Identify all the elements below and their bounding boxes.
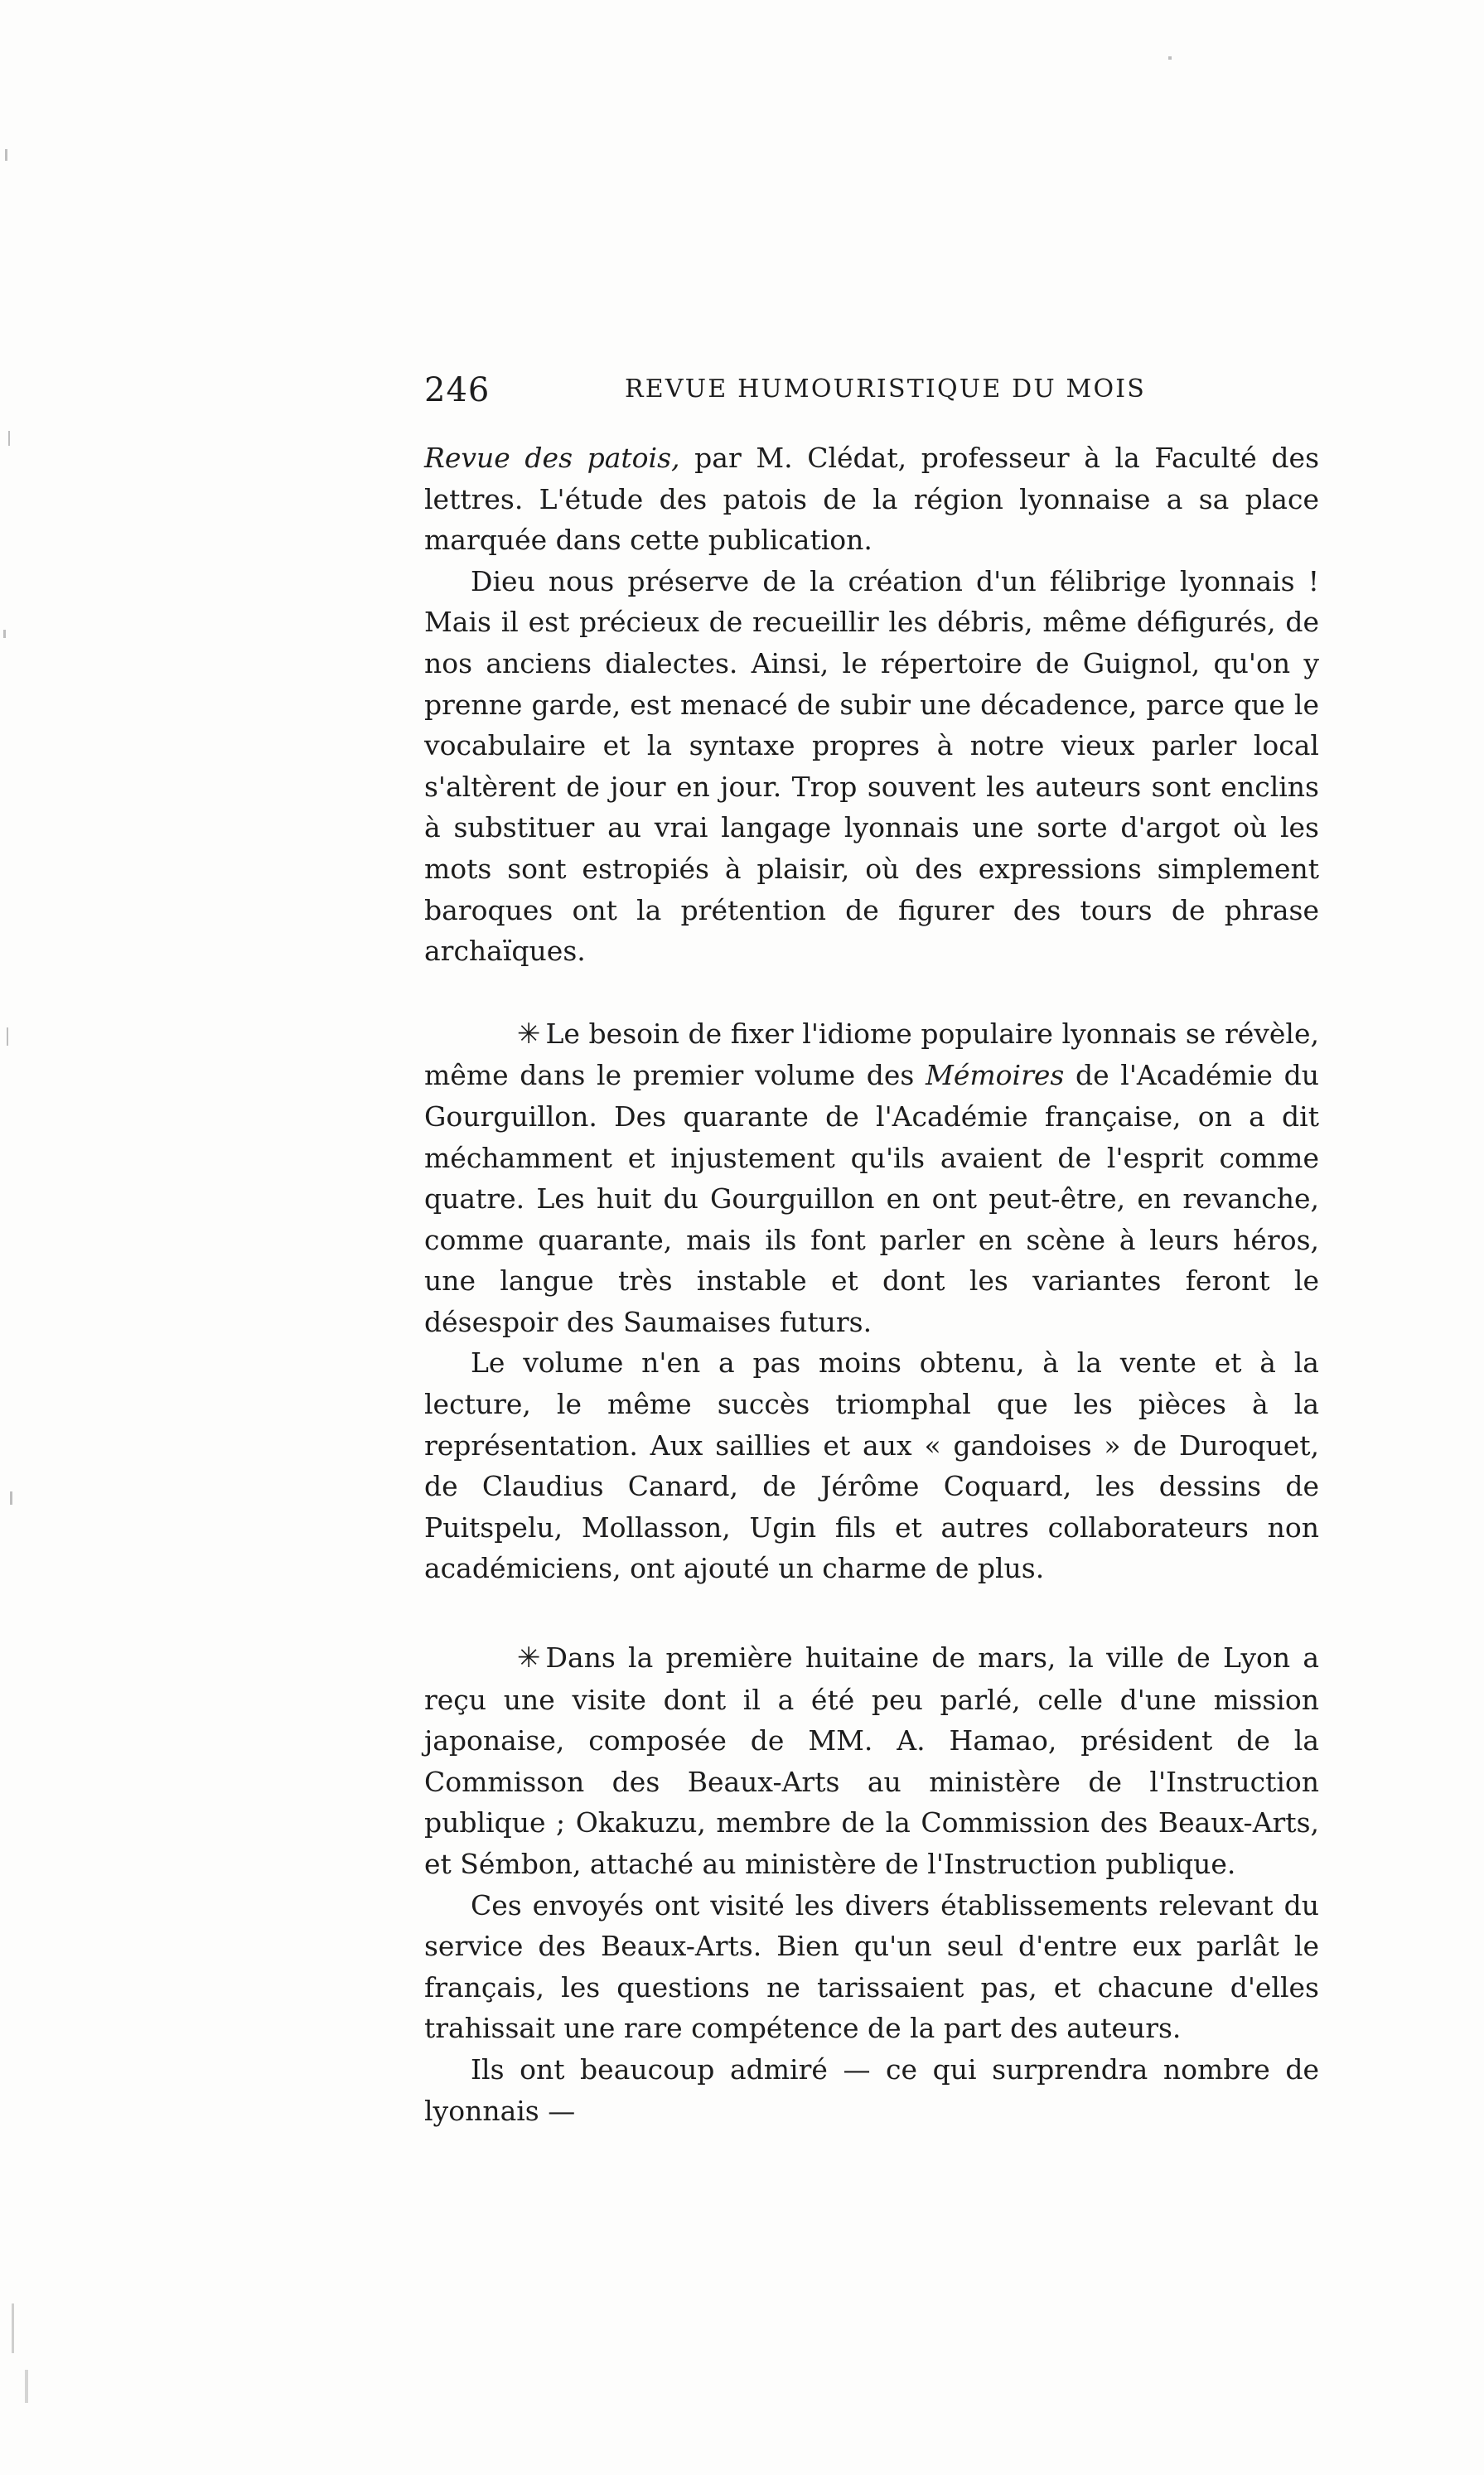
asterisk-ornament-icon: ✳: [517, 1641, 541, 1675]
scan-speck: [12, 2303, 14, 2353]
paragraph: [424, 1013, 1319, 1343]
paragraph: Le volume n'en a pas moins obtenu, à la vente et à la lecture, le même succès triomphal que les pièces à la représentation. Aux saillies et aux « gandoises » de Duroquet, de Claudius Canard, de Jérôme Coquard, les dessins de Puitspelu, Mollasson, Ugin fils et autres collaborateurs non académiciens, ont ajouté un charme de plus.: [424, 1346, 1319, 1585]
paragraph: Ils ont beaucoup admiré — ce qui surprendra nombre de lyonnais —: [424, 2052, 1319, 2127]
paragraph: [424, 437, 1319, 561]
page-header: [424, 371, 1326, 421]
paragraph: Ces envoyés ont visité les divers établissements relevant du service des Beaux-Arts. Bien qu'un seul d'entre eux parlât le français, les questions ne tarissaient pas, et chacune d'elles trahissait une rare compétence de la part des auteurs.: [424, 1888, 1319, 2045]
page-number: 246: [424, 371, 491, 409]
paragraph-text: Le besoin de fixer l'idiome populaire lyonnais se révèle, même dans le premier volume des: [424, 1017, 1319, 1092]
italic-title: Revue des patois,: [424, 442, 680, 474]
paragraph: Dieu nous préserve de la création d'un félibrige lyonnais ! Mais il est précieux de recueillir les débris, même défigurés, de nos anciens dialectes. Ainsi, le répertoire de Guignol, qu'on y prenne garde, est menacé de subir une décadence, parce que le vocabulaire et la syntaxe propres à notre vieux parler local s'altèrent de jour en jour. Trop souvent les auteurs sont enclins à substituer au vrai langage lyonnais une sorte d'argot où les mots sont estropiés à plaisir, où des expressions simplement baroques ont la prétention de figurer des tours de phrase archaïques.: [424, 564, 1319, 968]
scan-speck: [25, 2370, 28, 2403]
scan-speck: [3, 630, 6, 638]
asterisk-ornament-icon: ✳: [517, 1017, 541, 1051]
scan-speck: [5, 149, 7, 161]
scan-speck: [7, 1027, 8, 1046]
body-text: [424, 437, 1319, 2131]
paragraph-text: par M. Clédat, professeur à la Faculté des lettres. L'étude des patois de la région lyonnaise a sa place marquée dans cette publication.: [424, 442, 1320, 557]
running-title: REVUE HUMOURISTIQUE DU MOIS: [625, 375, 1147, 404]
paragraph-text: de l'Académie du Gourguillon. Des quarante de l'Académie française, on a dit méchamment et injustement qu'ils avaient de l'esprit comme quatre. Les huit du Gourguillon en ont peut-être, en revanche, comme quarante, mais ils font parler en scène à leurs héros, une langue très instable et dont les variantes feront le désespoir des Saumaises futurs.: [424, 1059, 1319, 1338]
scan-speck: [10, 1491, 12, 1505]
paragraph-text: Dans la première huitaine de mars, la ville de Lyon a reçu une visite dont il a été peu parlé, celle d'une mission japonaise, composée de MM. A. Hamao, président de la Commisson des Beaux-Arts au ministère de l'Instruction publique ; Okakuzu, membre de la Commission des Beaux-Arts, et Sémbon, attaché au ministère de l'Instruction publique.: [424, 1641, 1319, 1880]
italic-title: Mémoires: [926, 1059, 1065, 1092]
scan-speck: [1168, 56, 1172, 60]
paragraph: [424, 1637, 1319, 1885]
scan-speck: [8, 431, 10, 446]
